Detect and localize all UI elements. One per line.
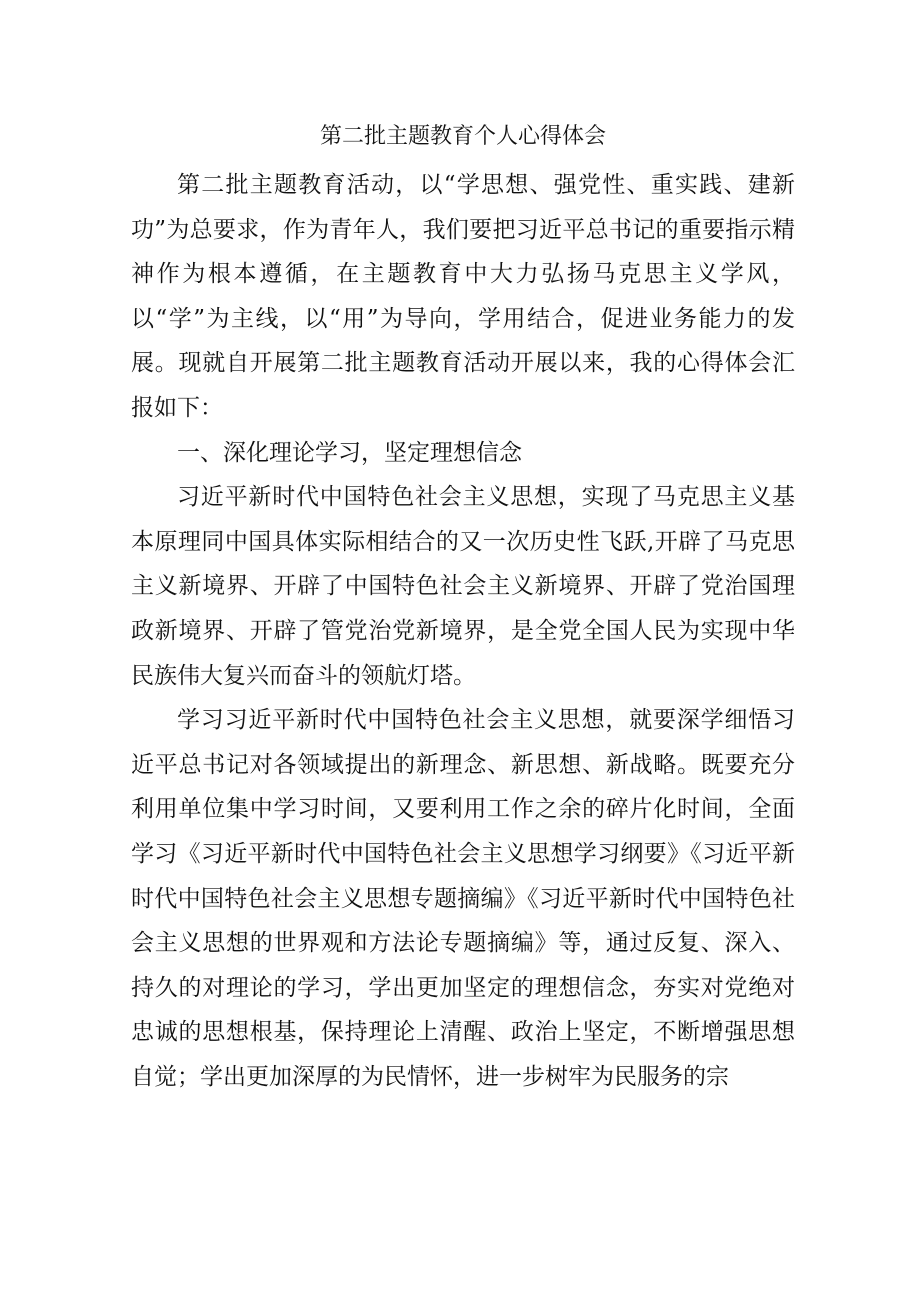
- body-paragraph-1: 习近平新时代中国特色社会主义思想，实现了马克思主义基本原理同中国具体实际相结合的又一次历史性飞跃,开辟了马克思主义新境界、开辟了中国特色社会主义新境界、开辟了党治国理政新境界、开辟了管党治党新境界，是全党全国人民为实现中华民族伟大复兴而奋斗的领航灯塔。: [131, 484, 795, 689]
- intro-paragraph: 第二批主题教育活动，以“学思想、强党性、重实践、建新功”为总要求，作为青年人，我们要把习近平总书记的重要指示精神作为根本遵循，在主题教育中大力弘扬马克思主义学风，以“学”为主线，以“用”为导向，学用结合，促进业务能力的发展。现就自开展第二批主题教育活动开展以来，我的心得体会汇报如下：: [131, 172, 795, 421]
- body-paragraph-2: 学习习近平新时代中国特色社会主义思想，就要深学细悟习近平总书记对各领域提出的新理念、新思想、新战略。既要充分利用单位集中学习时间，又要利用工作之余的碎片化时间，全面学习《习近平新时代中国特色社会主义思想学习纲要》《习近平新时代中国特色社会主义思想专题摘编》《习近平新时代中国特色社会主义思想的世界观和方法论专题摘编》等，通过反复、深入、持久的对理论的学习，学出更加坚定的理想信念，夯实对党绝对忠诚的思想根基，保持理论上清醒、政治上坚定，不断增强思想自觉；学出更加深厚的为民情怀，进一步树牢为民服务的宗: [131, 707, 795, 1090]
- document-title: 第二批主题教育个人心得体会: [319, 124, 606, 149]
- document-body: [131, 115, 795, 1099]
- section-heading-1: 一、深化理论学习，坚定理想信念: [177, 439, 522, 466]
